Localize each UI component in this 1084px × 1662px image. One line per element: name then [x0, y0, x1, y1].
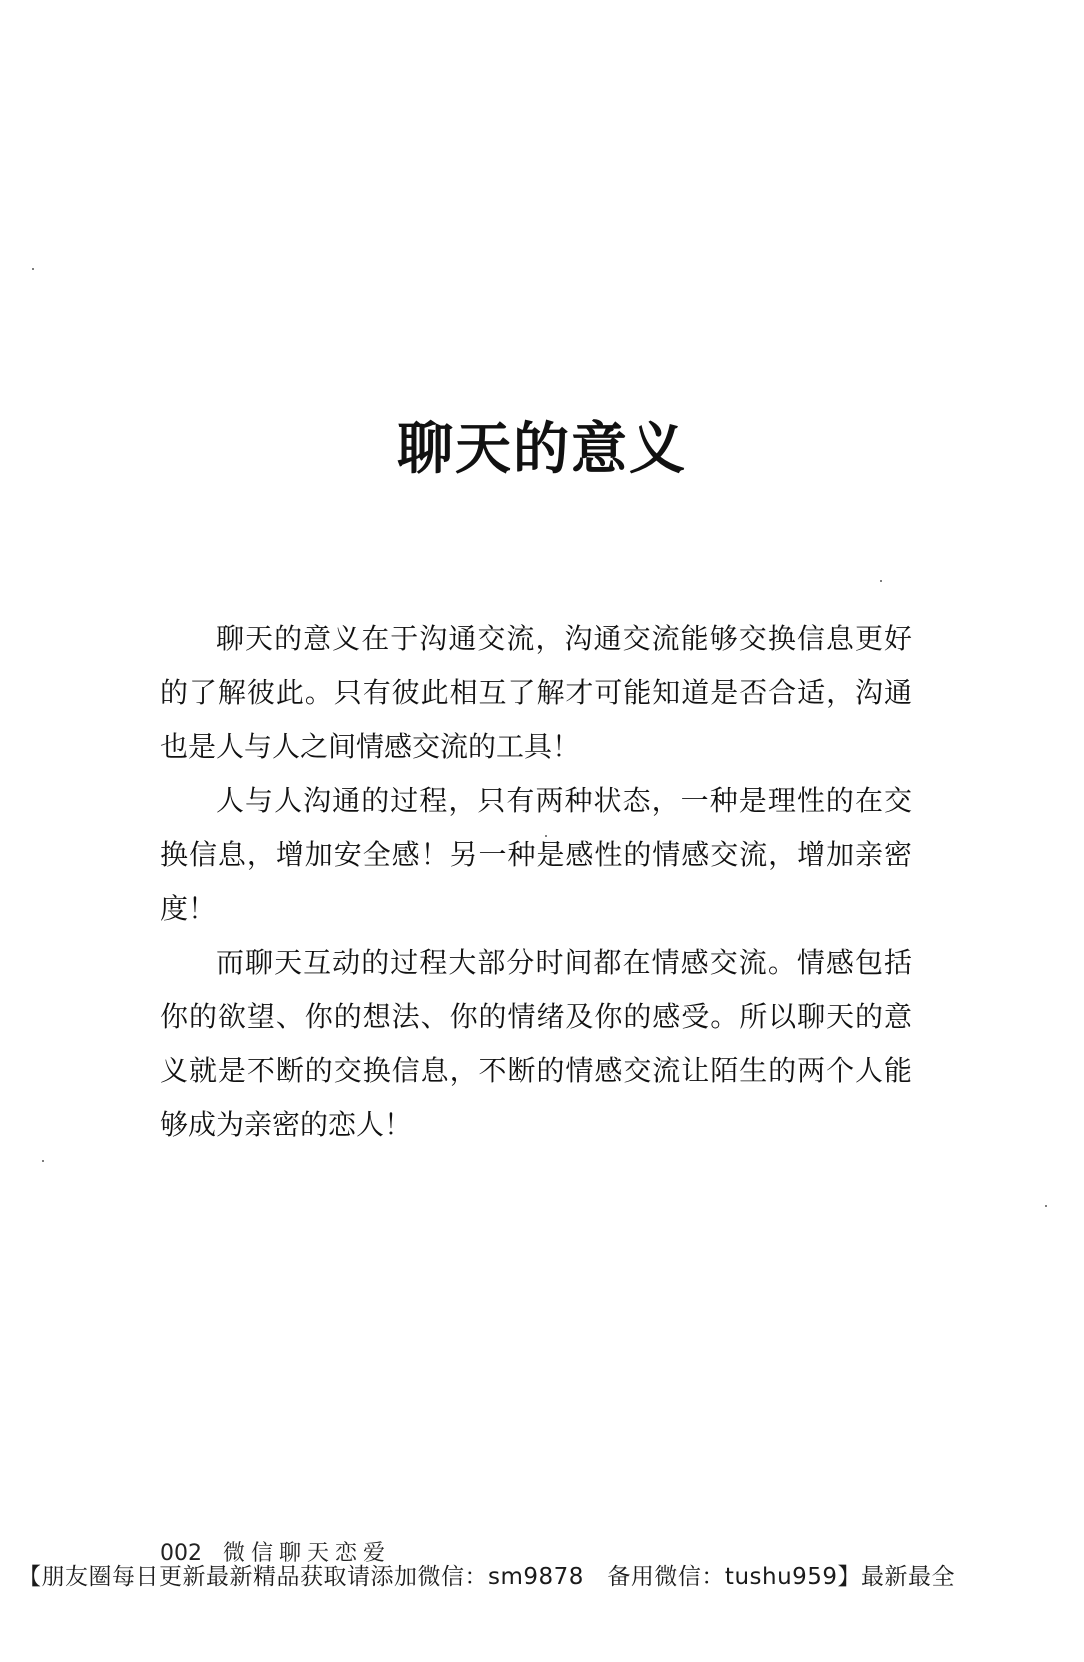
- scan-speck: [545, 835, 547, 837]
- scan-speck: [42, 1160, 44, 1162]
- scan-speck: [1045, 1205, 1047, 1207]
- page-title: 聊天的意义: [397, 417, 687, 482]
- paragraph-1: 聊天的意义在于沟通交流，沟通交流能够交换信息更好的了解彼此。只有彼此相互了解才可能知道是否合适，沟通也是人与人之间情感交流的工具！: [160, 622, 912, 763]
- running-book-title: 微信聊天恋爱: [223, 1541, 392, 1566]
- scan-speck: [32, 268, 34, 270]
- watermark-banner: 【朋友圈每日更新最新精品获取请添加微信：sm9878 备用微信：tushu959】最新最全: [18, 1564, 956, 1590]
- page-number: 002: [160, 1541, 202, 1566]
- paragraph-2: 人与人沟通的过程，只有两种状态，一种是理性的在交换信息，增加安全感！另一种是感性的情感交流，增加亲密度！: [160, 784, 912, 925]
- scan-speck: [880, 580, 882, 582]
- body-text: [160, 612, 912, 1152]
- paragraph-3: 而聊天互动的过程大部分时间都在情感交流。情感包括你的欲望、你的想法、你的情绪及你的感受。所以聊天的意义就是不断的交换信息，不断的情感交流让陌生的两个人能够成为亲密的恋人！: [160, 946, 912, 1141]
